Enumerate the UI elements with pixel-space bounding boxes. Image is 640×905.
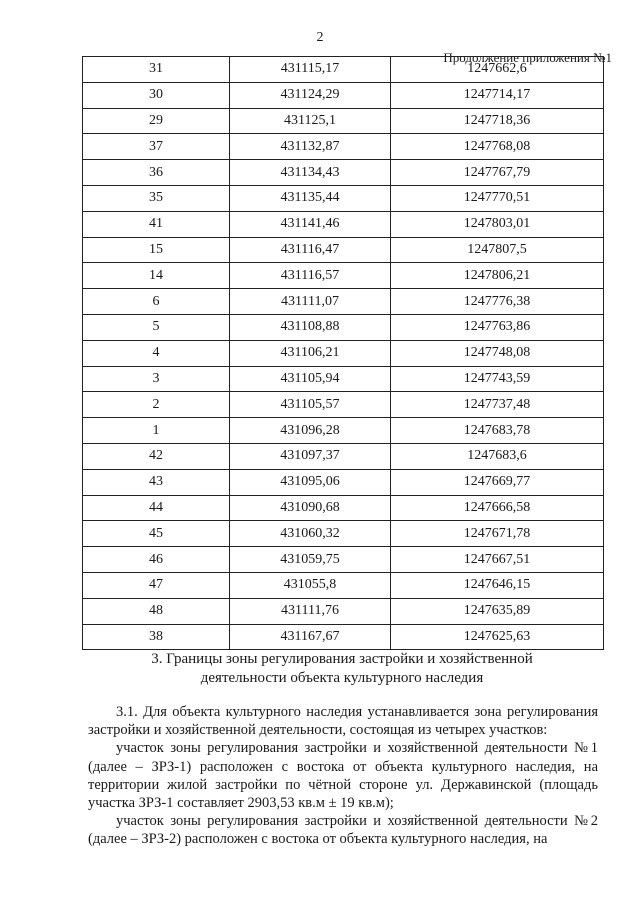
point-number-cell: 42 xyxy=(83,443,230,469)
y-coordinate-cell: 1247807,5 xyxy=(391,237,604,263)
point-number-cell: 14 xyxy=(83,263,230,289)
section-heading-line-1: 3. Границы зоны регулирования застройки и хозяйственной xyxy=(151,651,533,667)
point-number-cell: 3 xyxy=(83,366,230,392)
coordinates-table-body xyxy=(83,57,604,650)
x-coordinate-cell: 431116,57 xyxy=(230,263,391,289)
point-number-cell: 37 xyxy=(83,134,230,160)
point-number-cell: 41 xyxy=(83,211,230,237)
table-row xyxy=(83,108,604,134)
table-row xyxy=(83,521,604,547)
table-row xyxy=(83,443,604,469)
table-row xyxy=(83,160,604,186)
y-coordinate-cell: 1247625,63 xyxy=(391,624,604,650)
x-coordinate-cell: 431106,21 xyxy=(230,340,391,366)
paragraph-3-1: 3.1. Для объекта культурного наследия устанавливается зона регулирования застройки и хозяйственной деятельности, состоящая из четырех участков: xyxy=(88,704,598,739)
table-row xyxy=(83,289,604,315)
x-coordinate-cell: 431115,17 xyxy=(230,57,391,83)
point-number-cell: 36 xyxy=(83,160,230,186)
table-row xyxy=(83,598,604,624)
point-number-cell: 35 xyxy=(83,185,230,211)
x-coordinate-cell: 431108,88 xyxy=(230,314,391,340)
table-row xyxy=(83,469,604,495)
x-coordinate-cell: 431105,57 xyxy=(230,392,391,418)
body-text xyxy=(88,703,598,849)
x-coordinate-cell: 431132,87 xyxy=(230,134,391,160)
table-row xyxy=(83,211,604,237)
x-coordinate-cell: 431055,8 xyxy=(230,572,391,598)
x-coordinate-cell: 431111,07 xyxy=(230,289,391,315)
y-coordinate-cell: 1247646,15 xyxy=(391,572,604,598)
table-row xyxy=(83,418,604,444)
y-coordinate-cell: 1247763,86 xyxy=(391,314,604,340)
x-coordinate-cell: 431141,46 xyxy=(230,211,391,237)
y-coordinate-cell: 1247768,08 xyxy=(391,134,604,160)
x-coordinate-cell: 431059,75 xyxy=(230,547,391,573)
section-heading-line-2: деятельности объекта культурного наследия xyxy=(200,670,484,686)
table-row xyxy=(83,495,604,521)
point-number-cell: 48 xyxy=(83,598,230,624)
x-coordinate-cell: 431125,1 xyxy=(230,108,391,134)
y-coordinate-cell: 1247803,01 xyxy=(391,211,604,237)
point-number-cell: 44 xyxy=(83,495,230,521)
table-row xyxy=(83,392,604,418)
table-row xyxy=(83,547,604,573)
table-row xyxy=(83,237,604,263)
paragraph-zrz-1: участок зоны регулирования застройки и хозяйственной деятельности №1 (далее – ЗРЗ-1) расположен с востока от объекта культурного наследия, на территории жилой застройки по чётной стороне ул. Державинской (площадь участка ЗРЗ-1 составляет 2903,53 кв.м ± 19 кв.м); xyxy=(88,740,598,812)
y-coordinate-cell: 1247806,21 xyxy=(391,263,604,289)
table-row xyxy=(83,185,604,211)
point-number-cell: 15 xyxy=(83,237,230,263)
point-number-cell: 6 xyxy=(83,289,230,315)
table-row xyxy=(83,314,604,340)
point-number-cell: 2 xyxy=(83,392,230,418)
y-coordinate-cell: 1247748,08 xyxy=(391,340,604,366)
x-coordinate-cell: 431090,68 xyxy=(230,495,391,521)
point-number-cell: 47 xyxy=(83,572,230,598)
table-row xyxy=(83,624,604,650)
y-coordinate-cell: 1247714,17 xyxy=(391,82,604,108)
point-number-cell: 38 xyxy=(83,624,230,650)
point-number-cell: 46 xyxy=(83,547,230,573)
y-coordinate-cell: 1247770,51 xyxy=(391,185,604,211)
table-row xyxy=(83,572,604,598)
table-row xyxy=(83,340,604,366)
x-coordinate-cell: 431111,76 xyxy=(230,598,391,624)
x-coordinate-cell: 431135,44 xyxy=(230,185,391,211)
y-coordinate-cell: 1247635,89 xyxy=(391,598,604,624)
table-row xyxy=(83,134,604,160)
y-coordinate-cell: 1247662,6 xyxy=(391,57,604,83)
y-coordinate-cell: 1247767,79 xyxy=(391,160,604,186)
y-coordinate-cell: 1247776,38 xyxy=(391,289,604,315)
x-coordinate-cell: 431167,67 xyxy=(230,624,391,650)
y-coordinate-cell: 1247683,6 xyxy=(391,443,604,469)
point-number-cell: 4 xyxy=(83,340,230,366)
x-coordinate-cell: 431134,43 xyxy=(230,160,391,186)
section-heading xyxy=(82,650,602,688)
table-row xyxy=(83,263,604,289)
point-number-cell: 45 xyxy=(83,521,230,547)
point-number-cell: 30 xyxy=(83,82,230,108)
point-number-cell: 5 xyxy=(83,314,230,340)
x-coordinate-cell: 431095,06 xyxy=(230,469,391,495)
y-coordinate-cell: 1247666,58 xyxy=(391,495,604,521)
point-number-cell: 1 xyxy=(83,418,230,444)
point-number-cell: 31 xyxy=(83,57,230,83)
x-coordinate-cell: 431097,37 xyxy=(230,443,391,469)
appendix-note: Продолжение приложения №1 xyxy=(443,50,612,65)
x-coordinate-cell: 431096,28 xyxy=(230,418,391,444)
table-row xyxy=(83,366,604,392)
paragraph-zrz-2: участок зоны регулирования застройки и хозяйственной деятельности №2 (далее – ЗРЗ-2) расположен с востока от объекта культурного наследия, на xyxy=(88,813,598,848)
y-coordinate-cell: 1247718,36 xyxy=(391,108,604,134)
page-number: 2 xyxy=(316,30,324,45)
x-coordinate-cell: 431116,47 xyxy=(230,237,391,263)
point-number-cell: 29 xyxy=(83,108,230,134)
y-coordinate-cell: 1247683,78 xyxy=(391,418,604,444)
y-coordinate-cell: 1247737,48 xyxy=(391,392,604,418)
y-coordinate-cell: 1247743,59 xyxy=(391,366,604,392)
table-row xyxy=(83,82,604,108)
y-coordinate-cell: 1247669,77 xyxy=(391,469,604,495)
x-coordinate-cell: 431124,29 xyxy=(230,82,391,108)
x-coordinate-cell: 431060,32 xyxy=(230,521,391,547)
y-coordinate-cell: 1247671,78 xyxy=(391,521,604,547)
y-coordinate-cell: 1247667,51 xyxy=(391,547,604,573)
point-number-cell: 43 xyxy=(83,469,230,495)
x-coordinate-cell: 431105,94 xyxy=(230,366,391,392)
table-row xyxy=(83,57,604,83)
coordinates-table xyxy=(82,56,604,650)
